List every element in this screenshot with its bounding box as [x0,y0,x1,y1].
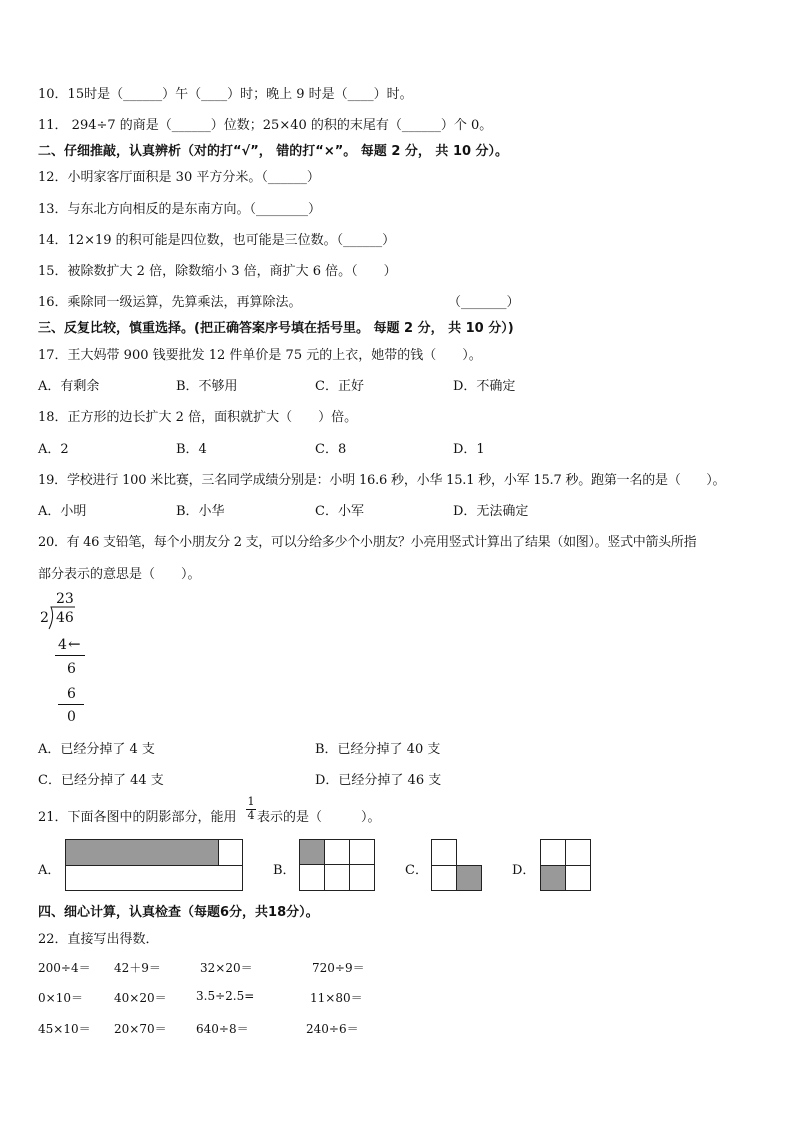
calc-item: 200÷4＝ [38,961,91,975]
question-11: 11． 294÷7 的商是（______）位数；25×40 的积的末尾有（______）个 0。 [38,118,493,133]
q19-option-d: D．无法确定 [453,504,529,519]
q18-option-c: C．8 [315,442,347,457]
q20-option-b: B．已经分掉了 40 支 [315,742,441,757]
section-4-heading: 四、细心计算，认真检查（每题6分，共18分）。 [38,905,319,920]
section-2-heading: 二、仔细推敲，认真辨析（对的打“√”， 错的打“×”。 每题 2 分， 共 10 分）。 [38,144,509,159]
fraction-numerator: 1 [247,795,255,808]
q21-label-a: A． [38,863,61,878]
question-14: 14．12×19 的积可能是四位数，也可能是三位数。（______） [38,233,396,248]
question-19: 19．学校进行 100 米比赛，三名同学成绩分别是：小明 16.6 秒，小华 15.1 秒，小军 15.7 秒。跑第一名的是（ ）。 [38,473,726,488]
calc-item: 3.5÷2.5= [196,989,255,1003]
question-15: 15．被除数扩大 2 倍，除数缩小 3 倍，商扩大 6 倍。（ ） [38,264,397,279]
division-line-2 [58,704,84,705]
figure-d-cell-shaded [540,865,566,891]
figure-c-cell [431,865,457,891]
question-10: 10．15时是（______）午（____）时；晚上 9 时是（____）时。 [38,87,413,102]
question-20-line-2: 部分表示的意思是（ ）。 [38,567,201,582]
calc-item: 20×70＝ [114,1022,167,1036]
q17-option-c: C．正好 [315,379,364,394]
calc-item: 240÷6＝ [306,1022,359,1036]
q19-option-b: B．小华 [176,504,225,519]
calc-item: 40×20＝ [114,991,167,1005]
fraction [245,796,257,822]
figure-b-cell [324,839,350,865]
fraction-denominator: 4 [247,809,255,822]
q21-label-d: D． [512,863,536,878]
question-13: 13．与东北方向相反的是东南方向。（________） [38,202,322,217]
figure-a-cell-shaded [65,839,219,866]
question-20-line-1: 20．有 46 支铅笔，每个小朋友分 2 支，可以分给多少个小朋友？小亮用竖式计算出了结果（如图）。竖式中箭头所指 [38,535,697,550]
division-quotient: 23 [56,591,74,607]
q17-option-a: A．有剩余 [38,379,100,394]
question-12: 12．小明家客厅面积是 30 平方分米。（______） [38,170,320,185]
question-21-suffix: 表示的是（ ）。 [257,810,381,825]
calc-item: 32×20＝ [200,961,253,975]
figure-b-cell [349,864,375,891]
calc-item: 42＋9＝ [114,961,161,975]
q21-label-b: B． [273,863,296,878]
figure-b-cell [299,864,325,891]
section-3-heading: 三、反复比较，慎重选择。(把正确答案序号填在括号里。 每题 2 分， 共 10 分）) [38,321,514,336]
figure-d-cell [565,839,591,866]
figure-c-cell [431,839,457,866]
calc-item: 45×10＝ [38,1022,91,1036]
q18-option-a: A．2 [38,442,69,457]
question-16-blank: （_______） [448,295,520,310]
q20-option-a: A．已经分掉了 4 支 [38,742,155,757]
question-17: 17．王大妈带 900 钱要批发 12 件单价是 75 元的上衣，她带的钱（ ）。 [38,348,482,363]
figure-b-cell [349,839,375,865]
division-line-1 [55,655,85,656]
division-remainder: 0 [67,709,76,725]
q19-option-a: A．小明 [38,504,87,519]
question-16: 16．乘除同一级运算，先算乘法，再算除法。 [38,295,302,310]
q19-option-c: C．小军 [315,504,364,519]
figure-d-cell [540,839,566,866]
figure-d-cell [565,865,591,891]
question-18: 18．正方形的边长扩大 2 倍，面积就扩大（ ）倍。 [38,410,358,425]
figure-a-cell [65,865,243,891]
calc-item: 11×80＝ [310,991,363,1005]
division-dividend: 46 [56,610,74,626]
figure-a-cell [218,839,243,866]
q20-option-d: D．已经分掉了 46 支 [315,773,442,788]
calc-item: 640÷8＝ [196,1022,249,1036]
q18-option-d: D．1 [453,442,485,457]
q17-option-b: B．不够用 [176,379,238,394]
q21-label-c: C． [405,863,428,878]
calc-item: 720÷9＝ [312,961,365,975]
arrow-left-icon: ← [68,635,81,653]
q18-option-b: B．4 [176,442,207,457]
division-step-1: 4 [58,637,67,653]
figure-b-cell-shaded [299,839,325,865]
figure-b-cell [324,864,350,891]
q20-option-c: C．已经分掉了 44 支 [38,773,164,788]
figure-c-cell-shaded [456,865,482,891]
question-22: 22．直接写出得数． [38,932,159,947]
division-step-2: 6 [67,661,76,677]
q17-option-d: D．不确定 [453,379,516,394]
question-21-prefix: 21．下面各图中的阴影部分，能用 [38,810,237,825]
division-step-3: 6 [67,686,76,702]
division-divisor: 2 [40,610,49,626]
calc-item: 0×10＝ [38,991,83,1005]
